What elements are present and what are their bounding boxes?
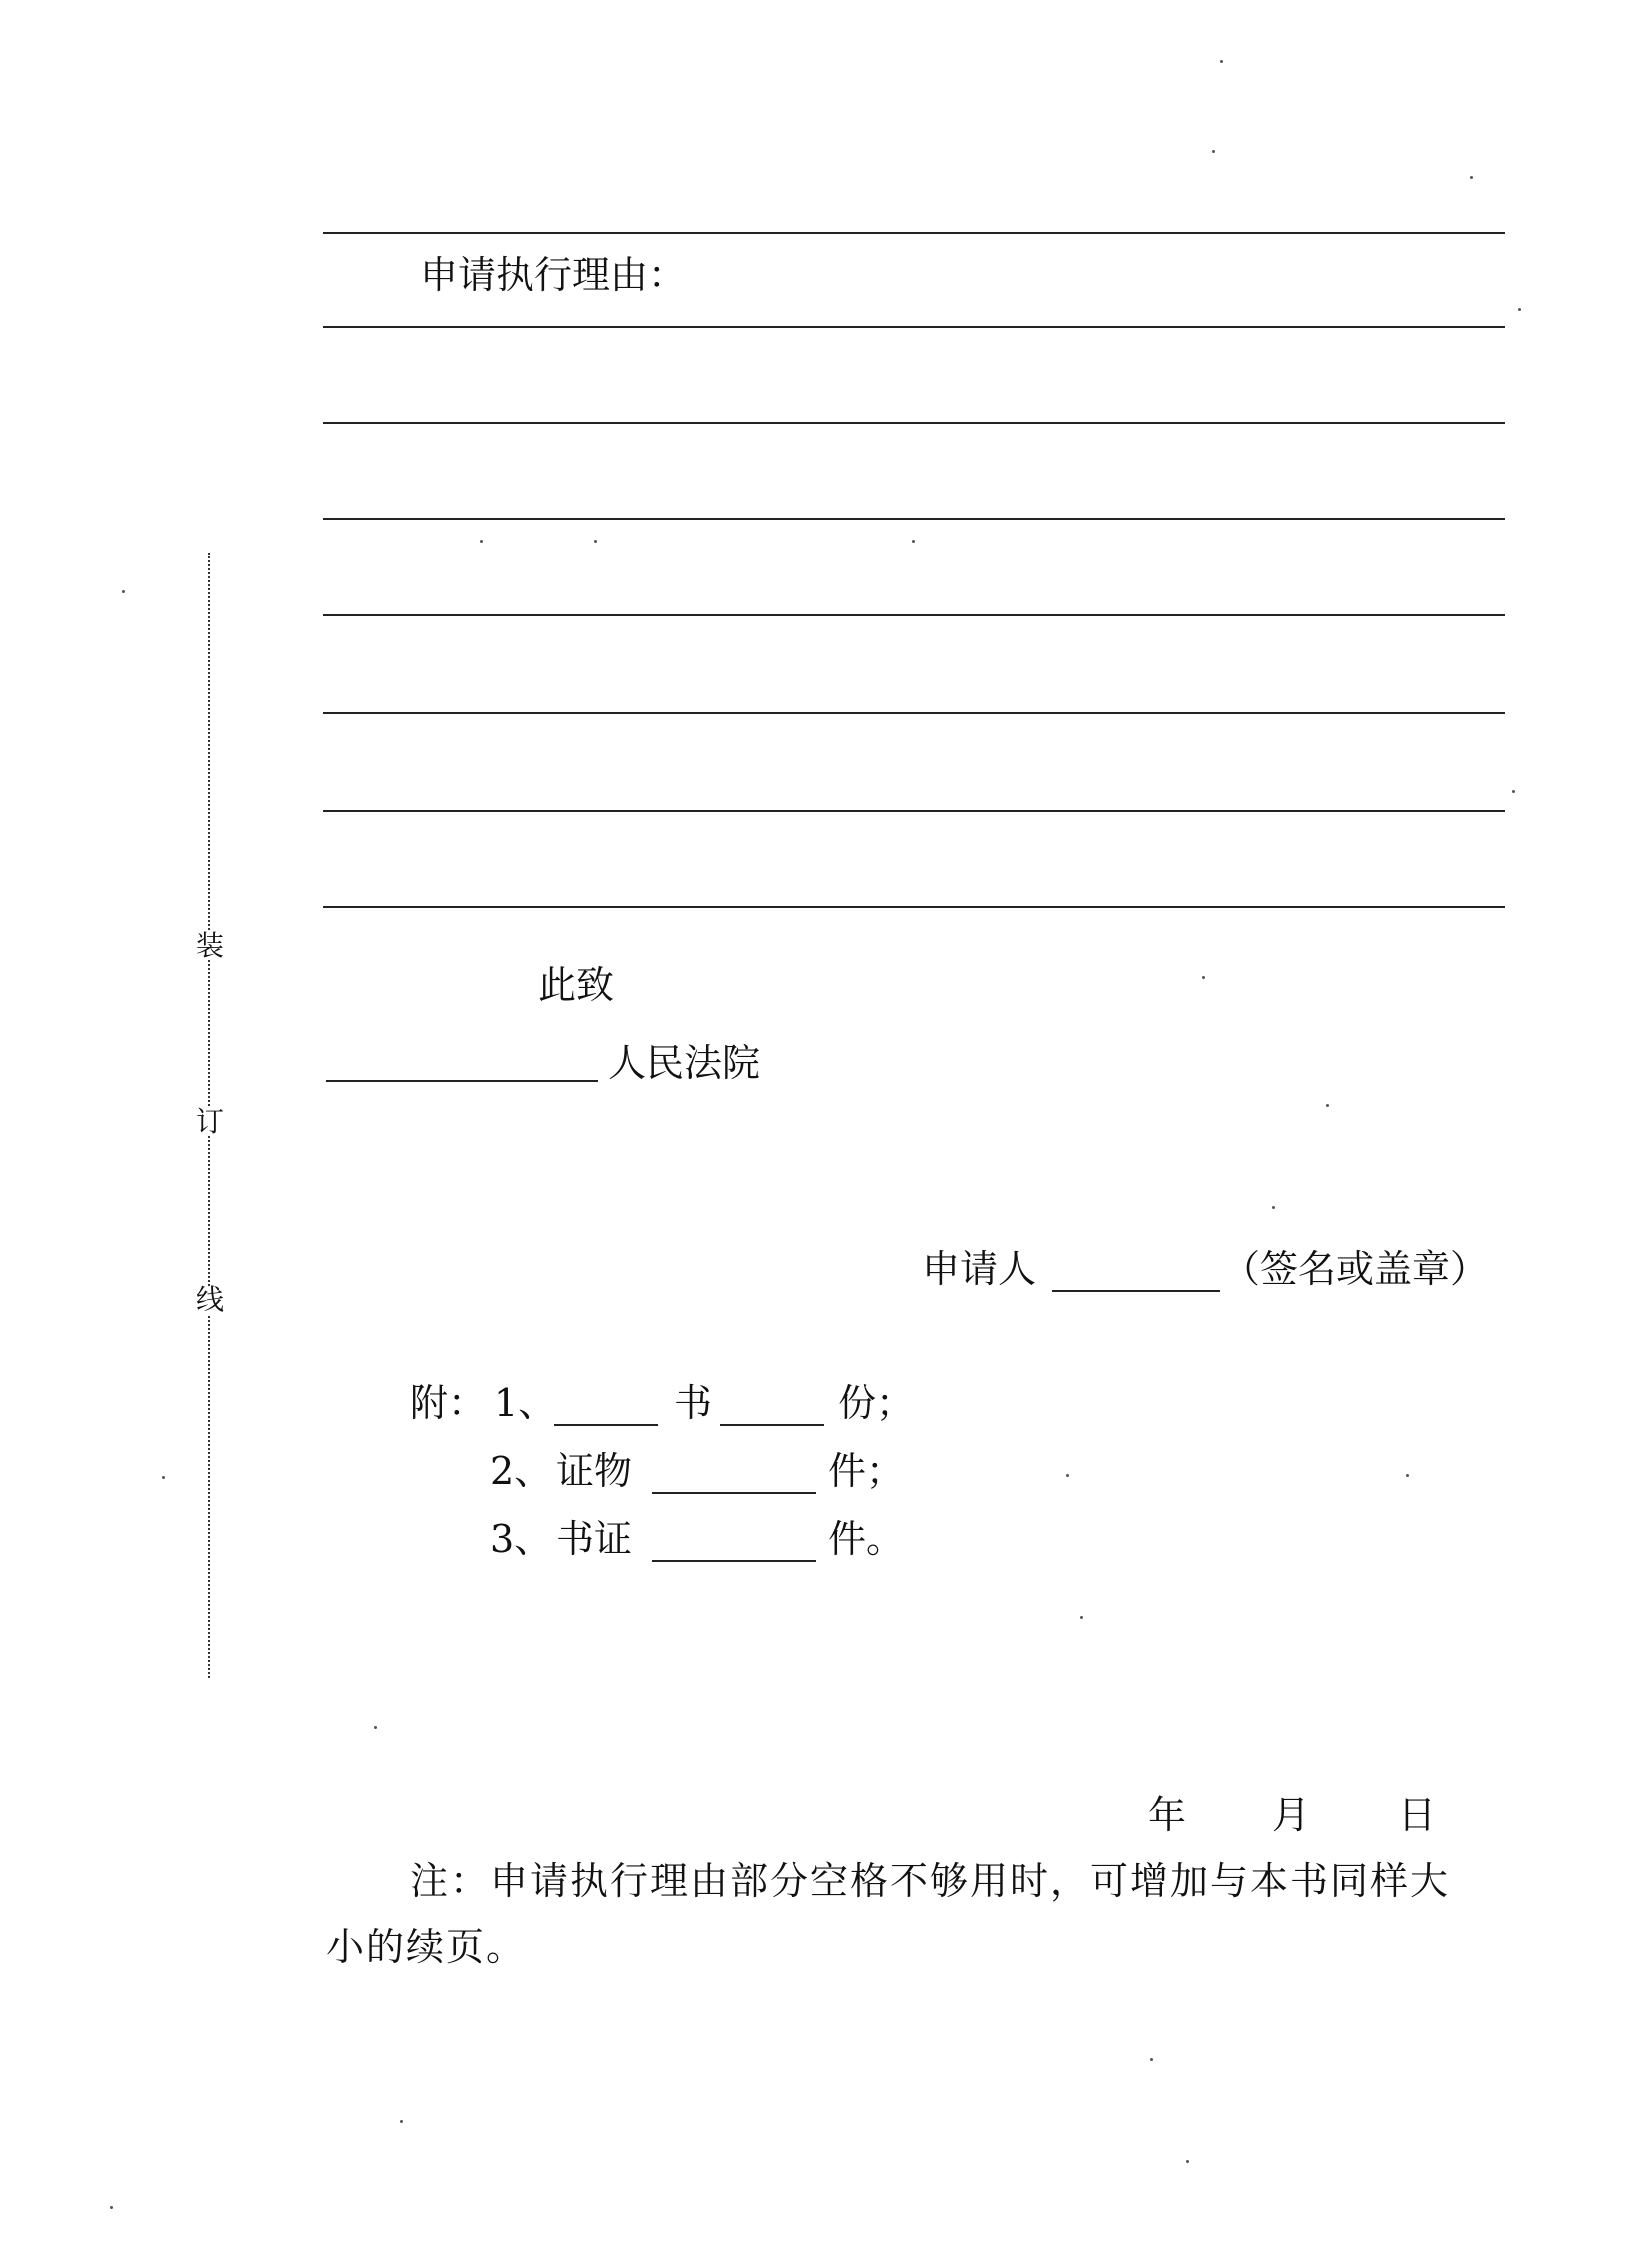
reason-line bbox=[323, 906, 1505, 908]
top-rule bbox=[323, 232, 1505, 234]
scan-speck bbox=[912, 540, 915, 543]
attachment-1-blank-b bbox=[720, 1384, 824, 1426]
scan-speck bbox=[1220, 60, 1223, 63]
signature-hint: （签名或盖章） bbox=[1222, 1247, 1489, 1291]
attachment-3-label: 书证 bbox=[556, 1517, 633, 1561]
reason-line bbox=[323, 518, 1505, 520]
date-month: 月 bbox=[1272, 1793, 1311, 1837]
attachment-1-blank-a bbox=[554, 1384, 658, 1426]
attachment-1-tail: 份； bbox=[838, 1381, 915, 1425]
scan-speck bbox=[1150, 2058, 1153, 2061]
scan-speck bbox=[594, 540, 597, 543]
reason-line bbox=[323, 326, 1505, 328]
attachments-prefix: 附： bbox=[410, 1381, 487, 1425]
attachment-2-num: 2、 bbox=[490, 1449, 553, 1493]
attachment-2-tail: 件； bbox=[828, 1449, 905, 1493]
scan-speck bbox=[110, 2206, 113, 2209]
scan-speck bbox=[1272, 1206, 1275, 1209]
note-line-1: 注：申请执行理由部分空格不够用时，可增加与本书同样大 bbox=[410, 1859, 1451, 1903]
scan-speck bbox=[1080, 1616, 1083, 1619]
scan-speck bbox=[374, 1726, 377, 1729]
applicant-signature-blank bbox=[1052, 1252, 1220, 1292]
reason-label: 申请执行理由： bbox=[420, 253, 687, 297]
note-line-2: 小的续页。 bbox=[326, 1925, 527, 1969]
attachment-1-mid: 书 bbox=[674, 1381, 713, 1425]
binding-char-zhuang: 装 bbox=[190, 932, 230, 960]
court-suffix: 人民法院 bbox=[608, 1041, 761, 1085]
scan-speck bbox=[1512, 790, 1515, 793]
scan-speck bbox=[1326, 1104, 1329, 1107]
reason-line bbox=[323, 614, 1505, 616]
reason-line bbox=[323, 422, 1505, 424]
attachment-1-num: 1、 bbox=[494, 1381, 557, 1425]
date-day: 日 bbox=[1398, 1793, 1437, 1837]
scan-speck bbox=[1202, 976, 1205, 979]
salutation: 此致 bbox=[538, 963, 615, 1007]
scan-speck bbox=[480, 540, 483, 543]
attachment-3-tail: 件。 bbox=[828, 1517, 905, 1561]
date-year: 年 bbox=[1148, 1793, 1187, 1837]
scan-speck bbox=[1406, 1474, 1409, 1477]
attachment-2-label: 证物 bbox=[556, 1449, 633, 1493]
scan-speck bbox=[400, 2120, 403, 2123]
reason-line bbox=[323, 712, 1505, 714]
court-line bbox=[326, 1040, 598, 1082]
scan-speck bbox=[162, 1476, 165, 1479]
attachment-3-num: 3、 bbox=[490, 1517, 553, 1561]
attachment-2-blank bbox=[652, 1452, 816, 1494]
reason-line bbox=[323, 810, 1505, 812]
binding-char-xian: 线 bbox=[190, 1286, 230, 1314]
binding-char-ding: 订 bbox=[190, 1108, 230, 1136]
applicant-label: 申请人 bbox=[922, 1247, 1037, 1291]
attachment-3-blank bbox=[652, 1520, 816, 1562]
scan-speck bbox=[1066, 1474, 1069, 1477]
scan-speck bbox=[1518, 308, 1521, 311]
scan-speck bbox=[1186, 2160, 1189, 2163]
scan-speck bbox=[1212, 150, 1215, 153]
scan-speck bbox=[1470, 176, 1473, 179]
scan-speck bbox=[122, 590, 125, 593]
